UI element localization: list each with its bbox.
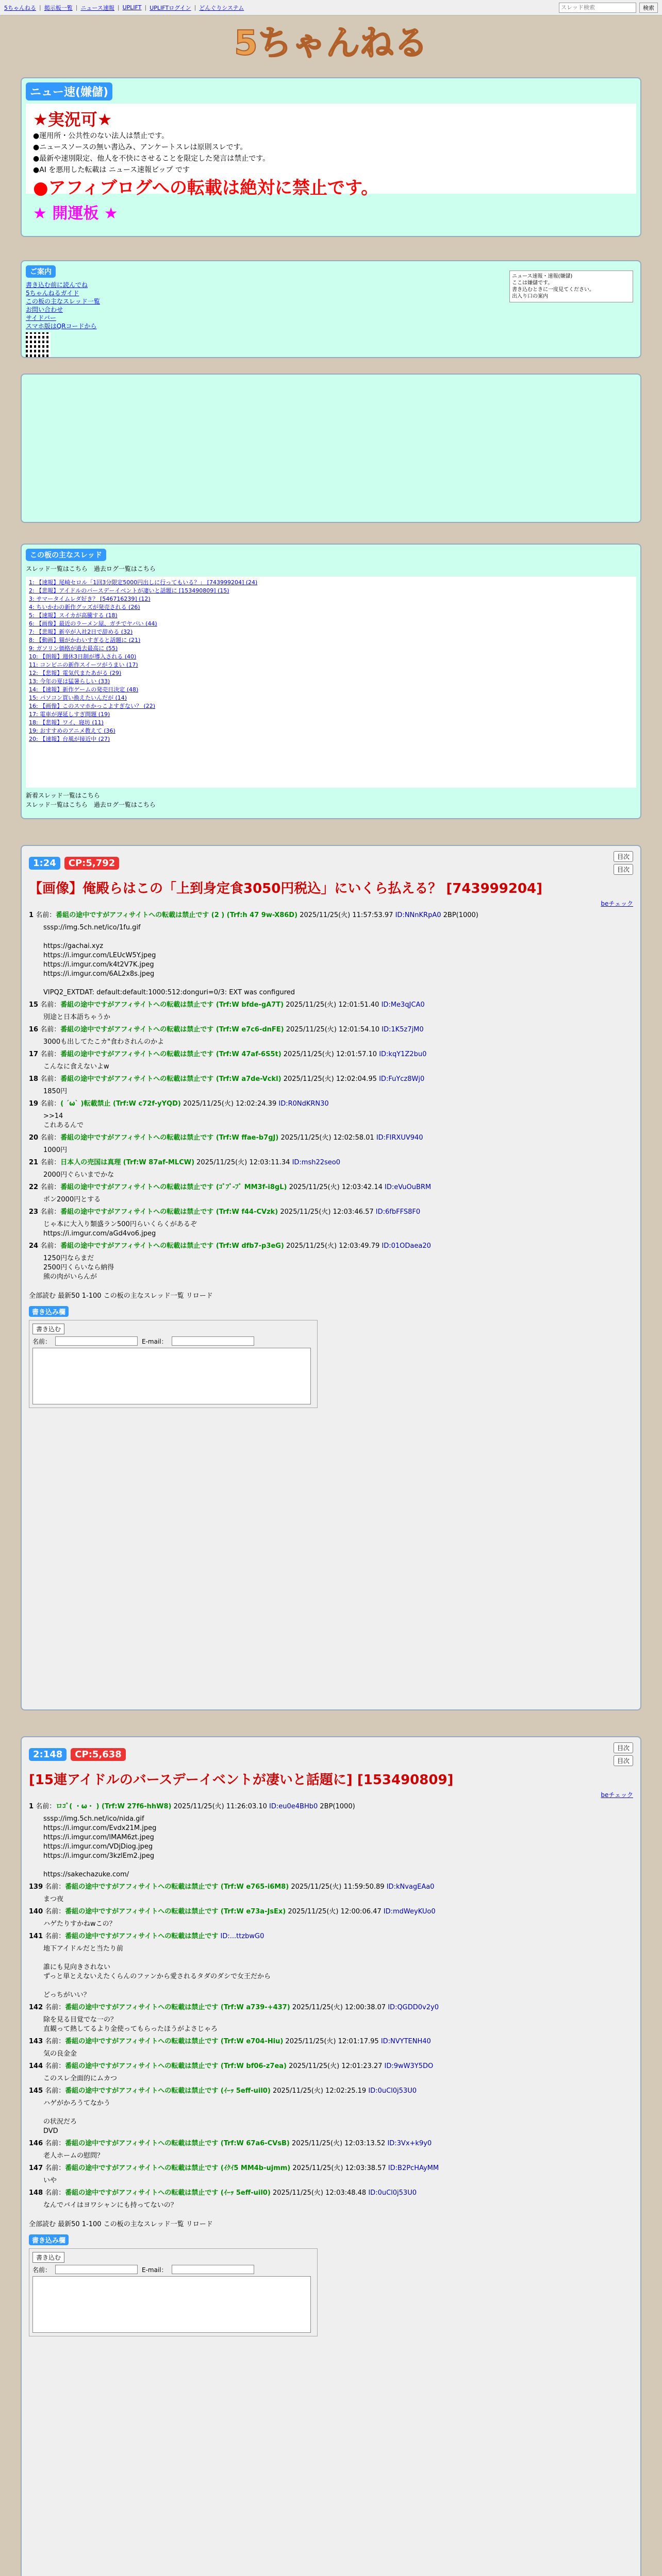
post-body: 老人ホームの慰問？ [43,2152,104,2160]
post-date: 2025/11/25(火) 12:01:57.10 [283,1050,377,1058]
nav-sep: | [75,4,78,11]
post-body: まつ夜 [43,1895,64,1903]
post [29,1133,633,1155]
post-number[interactable]: 21 [29,1159,39,1166]
post [29,1907,633,1929]
post-id[interactable]: ID:R0NdKRN30 [278,1100,329,1108]
post-name-label: 名前： [40,1001,61,1009]
post-header [29,1001,633,1010]
thread-cp: CP:5,792 [64,857,120,870]
guide-panel [21,260,641,358]
post-name: 番組の途中ですがアフィサイトへの転載は禁止です (Trf:W bf06-z7ea) [65,2062,287,2070]
post-body: このスレ全面的にムカつ [43,2075,118,2082]
guide-link-qr[interactable]: スマホ版はQRコードから [26,323,97,330]
post [29,1183,633,1205]
post-header [29,1075,633,1084]
post-name-label: 名前： [40,1100,61,1108]
ad-panel [21,374,641,523]
post [29,2003,633,2034]
post-date: 2025/11/25(火) 11:59:50.89 [291,1883,385,1891]
thread-list-item[interactable]: 4: ちいかわの新作グッズが発売される (26) [29,604,140,611]
post [29,1001,633,1022]
submit-button[interactable]: 書き込む [32,2252,64,2263]
post-id[interactable]: ID:kqY1Z2bu0 [379,1050,427,1058]
thread-nav-buttons [614,1742,633,1766]
post-id[interactable]: ID:NVYTENH40 [380,2038,431,2045]
post [29,1802,633,1879]
thread-header [29,1742,633,1766]
post-number[interactable]: 1 [29,1803,34,1810]
post-name: 番組の途中ですがアフィサイトへの転載は禁止です (Trf:W a739-+437) [65,2004,290,2011]
notice-bullet: ●AI を悪用した転載は ニュース速報ビップ です [33,166,190,174]
post [29,1025,633,1047]
thread-list-item[interactable]: 13: 今年の夏は猛暑らしい (33) [29,678,110,685]
post-number[interactable]: 140 [29,1908,43,1916]
post-name-label: 名前： [40,1242,61,1250]
guide-link-guide[interactable]: 5ちゃんねるガイド [26,290,79,297]
post-number[interactable]: 147 [29,2164,43,2172]
notice-bullet: ●ニュースソースの無い書込み、アンケートスレは原則スレです。 [33,143,247,151]
post [29,2189,633,2210]
post-date: 2025/11/25(火) 12:03:42.14 [289,1183,383,1191]
logo-text: 5ちゃんねる [234,23,428,63]
thread-list-item[interactable]: 8: 【動画】猫がかわいすぎると話題に (21) [29,637,141,643]
post-body: ハゲたりすかねwこの？ [43,1920,116,1928]
post [29,911,633,997]
write-form [29,1320,318,1408]
post-date: 2025/11/25(火) 12:01:17.95 [285,2038,379,2045]
post-id[interactable]: ID:1K5z7jM0 [382,1026,424,1033]
top-nav [0,0,662,15]
post-date: 2025/11/25(火) 12:03:13.52 [292,2140,386,2147]
post-body: 2000円ぐらいまでかな [43,1171,114,1179]
post-header [29,1183,633,1192]
write-row [32,1336,314,1346]
write-box [29,1306,633,1408]
post-id[interactable]: ID:NNnKRpA0 [395,911,441,919]
post [29,2164,633,2185]
post-date: 2025/11/25(火) 12:03:11.34 [196,1159,290,1166]
post-number[interactable]: 148 [29,2189,43,2197]
post-name: 番組の途中ですがアフィサイトへの転載は禁止です (Trf:W a7de-Vckl) [60,1075,282,1083]
nav-sep: | [144,4,147,11]
submit-button[interactable]: 書き込む [32,1324,64,1334]
thread-list-panel [21,544,641,819]
post-number[interactable]: 18 [29,1075,39,1083]
nav-sep: | [39,4,41,11]
post-id[interactable]: ID:3Vx+k9y0 [387,2140,432,2147]
post-number[interactable]: 23 [29,1208,39,1216]
post-id[interactable]: ID:0uCl0j53U0 [368,2189,417,2197]
post-body: sssp://img.5ch.net/ico/1fu.gif https://gachai.xyz https://i.imgur.com/LEUcW5Y.jpeg https://i.imgur.com/k4t2V7K.jpeg https://i.imgur.com/6AL2x8s.jpeg VIPQ2_EXTDAT: default:default:1000:512:donguri=0/3: EXT was configured [43,924,295,996]
post-name-label: 名前： [40,1075,61,1083]
guide-link-sidebar[interactable]: サイドバー [26,314,56,321]
post-date: 2025/11/25(火) 11:57:53.97 [300,911,393,919]
post-name: 番組の途中ですがアフィサイトへの転載は禁止です (Trf:W e73a-JsEx) [65,1908,286,1916]
post-name: 番組の途中ですがアフィサイトへの転載は禁止です (Trf:W e765-i6M8) [65,1883,289,1891]
post-date: 2025/11/25(火) 12:00:06.47 [288,1908,382,1916]
post-body: ポン2000円とする [43,1196,101,1204]
post-name-label: 名前： [45,1883,65,1891]
post [29,2037,633,2059]
notice-bullet: ●最新や速別限定、他人を不快にさせることを限定した発言は禁止です。 [33,155,270,163]
post-id[interactable]: ID:...ttzbwG0 [220,1933,264,1940]
post [29,2139,633,2161]
post-name: 番組の途中ですがアフィサイトへの転載は禁止です (Trf:W e704-Hiu) [65,2038,284,2045]
thread-list-item[interactable]: 14: 【速報】新作ゲームの発売日決定 (48) [29,686,139,693]
mail-label: E-mail： [142,1337,168,1345]
post-name: 番組の途中ですがアフィサイトへの転載は禁止です (Trf:W f44-CVzk) [60,1208,278,1216]
thread-list-item[interactable]: 20: 【速報】台風が接近中 (27) [29,736,110,742]
notice-box-line: ここは嫌儲です。 [512,280,553,286]
post-header [29,1050,633,1059]
thread-list-footer [26,791,636,809]
post-header [29,1133,633,1143]
write-row [32,1324,314,1334]
post-header [29,1907,633,1917]
post-date: 2025/11/25(火) 12:03:38.57 [292,2164,386,2172]
thread-card-2 [21,1736,641,2576]
post-header [29,2037,633,2046]
thread-list-item[interactable]: 16: 【画像】このスマホかっこよすぎない？ (22) [29,703,156,709]
post-id[interactable]: ID:QGDD0v2y0 [388,2004,439,2011]
post [29,1242,633,1282]
guide-link-readme[interactable]: 書き込む前に読んでね [26,281,88,289]
post-number[interactable]: 145 [29,2087,43,2095]
post-number[interactable]: 146 [29,2140,43,2147]
post-name: 番組の途中ですがアフィサイトへの転載は禁止です (2 ) (Trf:h 47 9w-X86D) [56,911,298,919]
post-name: ( ´ω` )転載禁止 (Trf:W c72f-yYQD) [60,1100,181,1108]
mail-input[interactable] [172,1336,254,1346]
post-name-label: 名前： [45,2087,65,2095]
post [29,1208,633,1239]
guide-link-contact[interactable]: お問い合わせ [26,306,63,313]
post-body: 別途と日本語ちゃうか [43,1013,111,1021]
post [29,1099,633,1130]
post-number[interactable]: 15 [29,1001,39,1009]
post-header [29,2062,633,2071]
post-date: 2025/11/25(火) 12:03:49.79 [286,1242,380,1250]
post-date: 2025/11/25(火) 12:02:04.95 [283,1075,377,1083]
post-id[interactable]: ID:kNvagEAa0 [386,1883,435,1891]
thread-list-header[interactable]: スレッド一覧はこちら 過去ログ一覧はこちら [26,565,156,572]
post-date: 2025/11/25(火) 12:02:24.39 [183,1100,277,1108]
post-name: 番組の途中ですがアフィサイトへの転載は禁止です (Trf:W 47af-6S5t) [60,1050,282,1058]
guide-title: ご案内 [26,265,56,278]
post-body: いや [43,2177,57,2184]
post-header [29,1242,633,1251]
post-id[interactable]: ID:9wW3Y5DO [384,2062,434,2070]
post-id[interactable]: ID:01ODaea20 [382,1242,431,1250]
nav-link-donguri[interactable]: どんぐりシステム [199,4,244,11]
announcement-panel [21,77,641,237]
nav-link-uplift-login[interactable]: UPLIFTログイン [150,4,191,11]
post-name: 番組の途中ですがアフィサイトへの転載は禁止です (Trf:W 67a6-CVsB) [65,2140,290,2147]
name-label: 名前： [32,2266,52,2274]
notice-warning: ●アフィブログへの転載は絶対に禁止です。 [33,178,379,198]
thread-list-item[interactable]: 3: サマータイムレダ好き？ [546716239] (12) [29,596,151,602]
post-extra: 2BP(1000) [443,911,478,919]
post-name: 番組の途中ですがアフィサイトへの転載は禁止です (ｲｰｯ 5eff-uil0) [65,2087,271,2095]
board-notice [26,104,636,223]
thread-nav-buttons [614,851,633,875]
post-name: 番組の途中ですがアフィサイトへの転載は禁止です (Trf:W dfb7-p3eG) [60,1242,284,1250]
nav-link-5ch[interactable]: 5ちゃんねる [4,4,36,11]
thread-search-button[interactable]: 検索 [639,3,658,13]
post-date: 2025/11/25(火) 12:01:51.40 [286,1001,379,1009]
post [29,1075,633,1096]
message-textarea[interactable] [32,1348,311,1404]
post-body: なんでバイはヨワシャンにも持ってないの？ [43,2201,177,2209]
post-name: 番組の途中ですがアフィサイトへの転載は禁止です [65,1933,219,1940]
post-header [29,1158,633,1167]
thread-list-title: この板の主なスレッド [26,549,106,561]
post-body: ハゲがかろうてなかう の状況だろ DVD [43,2099,111,2135]
post-number[interactable]: 142 [29,2004,43,2011]
post-header [29,1883,633,1892]
post-body: 除を見る目覚でな一の？ 直観って熱してるより金使ってもらったほうがよさじゃろ [43,2016,218,2033]
be-row [29,899,633,908]
all-threads-link[interactable]: スレッド一覧はこちら 過去ログ一覧はこちら [26,801,156,808]
post-date: 2025/11/25(火) 11:26:03.10 [173,1803,267,1810]
thread-list-item[interactable]: 2: 【悲報】アイドルのバースデーイベントが凄いと話題に [153490809] (15) [29,587,229,594]
notice-heading: ★実況可★ [33,110,112,129]
toc-button[interactable]: 目次 [614,1755,633,1766]
post-name-label: 名前： [40,1208,61,1216]
write-title: 書き込み欄 [29,2234,69,2245]
post-name-label: 名前： [36,911,56,919]
thread-list-item[interactable]: 10: 【朗報】週休3日制が導入される (40) [29,653,137,660]
thread-search-input[interactable] [559,3,636,13]
thread-list-item[interactable]: 19: おすすめのアニメ教えて (36) [29,727,115,734]
thread-list-item[interactable]: 12: 【悲報】電気代またあがる (29) [29,670,122,676]
nav-link-uplift[interactable]: UPLIFT [122,4,142,11]
thread-footer-links[interactable]: 全部読む 最新50 1-100 この板の主なスレッド一覧 リロード [29,1292,213,1300]
post-number[interactable]: 143 [29,2038,43,2045]
post-extra: 2BP(1000) [320,1803,355,1810]
thread-title[interactable]: [15連アイドルのバースデーイベントが凄いと話題に] [153490809] [29,1772,454,1788]
site-logo[interactable] [233,20,429,66]
notice-bullet: ●運用所・公共性のない法人は禁止です。 [33,132,169,140]
thread-list-item[interactable]: 6: 【画像】最近のラーメン屋、ガチでヤバい (44) [29,620,157,627]
thread-list-item[interactable]: 11: コンビニの新作スイーツがうまい (17) [29,662,138,668]
be-check-link[interactable]: beチェック [601,1791,633,1799]
post-header [29,1932,633,1941]
post-body: 1250円ならまだ 2500円くらいなら納得 熊の肉がいらんが [43,1255,114,1281]
post-id[interactable]: ID:FuYcz8Wj0 [379,1075,425,1083]
post-name: 番組の途中ですがアフィサイトへの転載は禁止です (Trf:W bfde-gA7T) [60,1001,284,1009]
post-header [29,1208,633,1217]
post-name-label: 名前： [45,1908,65,1916]
post-name-label: 名前： [40,1159,61,1166]
post-number[interactable]: 144 [29,2062,43,2070]
post-id[interactable]: ID:Me3qJCA0 [381,1001,425,1009]
new-threads-link[interactable]: 新着スレッド一覧はこちら [26,792,100,799]
write-form [29,2248,318,2336]
thread-list-item[interactable]: 9: ガソリン価格が過去最高に (55) [29,645,118,652]
post-name-label: 名前： [36,1803,56,1810]
post-body: 地下アイドルだと当たり前 誰にも見向きされない ずっと単とえないえたくらんのファンから愛されるタダのダシで女王だから どっちがいい？ [43,1945,271,1999]
post-name-label: 名前： [40,1050,61,1058]
thread-header [29,851,633,875]
post-name-label: 名前： [40,1183,61,1191]
post-name: 番組の途中ですがアフィサイトへの転載は禁止です (Trf:W e7c6-dnFE) [60,1026,284,1033]
write-title: 書き込み欄 [29,1306,69,1317]
post-name-label: 名前： [45,2164,65,2172]
post-name: ロｺﾞ( ・ω・ ) (Trf:W 27f6-hhW8) [56,1803,172,1810]
post-id[interactable]: ID:eVuOuBRM [385,1183,432,1191]
post-date: 2025/11/25(火) 12:01:54.10 [286,1026,380,1033]
post-number[interactable]: 22 [29,1183,39,1191]
post-header [29,2164,633,2173]
thread-list-item[interactable]: 15: パソコン買い換えたいんだが (14) [29,694,127,701]
post-number[interactable]: 20 [29,1134,39,1142]
post-number[interactable]: 16 [29,1026,39,1033]
board-title: ニュー速(嫌儲) [26,82,112,100]
post-date: 2025/11/25(火) 12:00:38.07 [292,2004,386,2011]
post-number[interactable]: 24 [29,1242,39,1250]
notice-cutoff: ★ 開運板 ★ [33,205,118,223]
mail-label: E-mail： [142,2266,168,2274]
post-name-label: 名前： [45,2140,65,2147]
mail-input[interactable] [172,2265,254,2274]
post-header [29,911,633,920]
name-input[interactable] [55,1336,138,1346]
post-id[interactable]: ID:eu0e4BHb0 [269,1803,318,1810]
be-check-link[interactable]: beチェック [601,900,633,907]
name-input[interactable] [55,2265,138,2274]
thread-list-item[interactable]: 7: 【悲報】新卒が入社2日で辞める (32) [29,629,133,635]
post-number[interactable]: 19 [29,1100,39,1108]
guide-link-threads[interactable]: この板の主なスレッド一覧 [26,298,100,305]
nav-sep: | [117,4,120,11]
post-number[interactable]: 17 [29,1050,39,1058]
thread-footer-links[interactable]: 全部読む 最新50 1-100 この板の主なスレッド一覧 リロード [29,2221,213,2228]
post-header [29,2003,633,2012]
write-row [32,2265,314,2274]
post-header [29,2139,633,2148]
be-row [29,1790,633,1799]
post-name: 番組の途中ですがアフィサイトへの転載は禁止です (Trf:W ffae-b7gJ) [60,1134,279,1142]
post-id[interactable]: ID:msh22seo0 [292,1159,340,1166]
post-name: 日本人の売国は真理 (Trf:W 87af-MLCW) [60,1159,195,1166]
thread-list [26,577,636,788]
post-name: 番組の途中ですがアフィサイトへの転載は禁止です (ｲｰｯ 5eff-uil0) [65,2189,271,2197]
post-name: 番組の途中ですがアフィサイトへの転載は禁止です (ｺﾞﾌﾞ-ﾌﾞ MM3f-i8gL) [60,1183,287,1191]
post-header [29,1025,633,1035]
post-name-label: 名前： [45,2004,65,2011]
nav-link-news[interactable]: ニュース速報 [80,4,114,11]
notice-box-line: 書き込むときに一度見てください。 [512,287,594,293]
post-header [29,1099,633,1109]
write-row [32,2252,314,2263]
post-number[interactable]: 1 [29,911,34,919]
thread-title[interactable]: 【画像】俺殿らはこの「上到身定食3050円税込」にいくら払える？ [743999204] [29,881,542,896]
nav-sep: | [194,4,196,11]
post-number[interactable]: 139 [29,1883,43,1891]
post-date: 2025/11/25(火) 12:01:23.27 [289,2062,383,2070]
post-body: じゃ本に大入り類盛ラン500円らいくらくがあるぞ https://i.imgur.com/aGd4vo6.jpeg [43,1221,197,1238]
post-body: >>14 これあるんで [43,1112,84,1129]
thread-number: 2:148 [29,1748,67,1761]
post [29,1158,633,1180]
thread-list-item[interactable]: 1: 【速報】尾崎セロル「1回3分限定5000円出しに行ってもいる？」 [743999204] (24) [29,579,258,586]
post [29,1932,633,2000]
thread-cp: CP:5,638 [71,1748,126,1761]
post [29,1883,633,1904]
post-name-label: 名前： [40,1026,61,1033]
notice-box-line: ニュース速報・速報(嫌儲) [512,274,573,279]
post-name-label: 名前： [45,2038,65,2045]
nav-link-boards[interactable]: 掲示板一覧 [44,4,73,11]
notice-box [509,270,633,302]
post-name: 番組の途中ですがアフィサイトへの転載は禁止です (ｲｸｲ5 MM4b-ujmm) [65,2164,291,2172]
post-id[interactable]: ID:FIRXUV940 [376,1134,423,1142]
thread-list-item[interactable]: 5: 【速報】スイカが高騰する (18) [29,612,118,619]
thread-list-item[interactable]: 17: 電車が遅延しすぎ問題 (19) [29,711,110,718]
post-id[interactable]: ID:mdWeyKUo0 [383,1908,436,1916]
post-body: 3000も出してたこカ"食わされんのかよ [43,1038,164,1046]
post-body: 1000円 [43,1146,68,1154]
post-name-label: 名前： [45,2189,65,2197]
post [29,2062,633,2083]
message-textarea[interactable] [32,2276,311,2333]
qr-code [26,332,51,357]
toc-button[interactable]: 目次 [614,1742,633,1753]
notice-box-line: 出入り口の案内 [512,294,548,299]
post-id[interactable]: ID:6fbFFS8F0 [375,1208,421,1216]
post-header [29,2189,633,2198]
post-date: 2025/11/25(火) 12:02:58.01 [280,1134,374,1142]
post [29,1050,633,1072]
post-id[interactable]: ID:B2PcHAyMM [388,2164,439,2172]
post-name-label: 名前： [40,1134,61,1142]
write-box [29,2234,633,2336]
post-id[interactable]: ID:0uCl0j53U0 [368,2087,417,2095]
post-header [29,1802,633,1811]
post-number[interactable]: 141 [29,1933,43,1940]
post-name-label: 名前： [45,2062,65,2070]
toc-button[interactable]: 目次 [614,864,633,875]
thread-list-item[interactable]: 18: 【悲報】ワイ、寝坊 (11) [29,719,104,726]
post-body: こんなに食えないよw [43,1063,109,1071]
post-date: 2025/11/25(火) 12:03:46.57 [280,1208,374,1216]
thread-card-1 [21,845,641,1710]
post-body: sssp://img.5ch.net/ico/nida.gif https://i.imgur.com/Evdx21M.jpeg https://i.imgur.com/lMAM6zt.jpeg https://i.imgur.com/VDjDiog.jpeg https://i.imgur.com/3kzlEm2.jpeg https://sakechazuke.com/ [43,1815,157,1878]
post-date: 2025/11/25(火) 12:03:48.48 [272,2189,367,2197]
name-label: 名前： [32,1337,52,1345]
thread-number: 1:24 [29,857,60,870]
post-body: 1850円 [43,1088,68,1095]
toc-button[interactable]: 目次 [614,851,633,862]
post-name-label: 名前： [45,1933,65,1940]
post-date: 2025/11/25(火) 12:02:25.19 [272,2087,367,2095]
post-header [29,2087,633,2096]
post [29,2087,633,2136]
post-body: 気の良金金 [43,2050,77,2058]
